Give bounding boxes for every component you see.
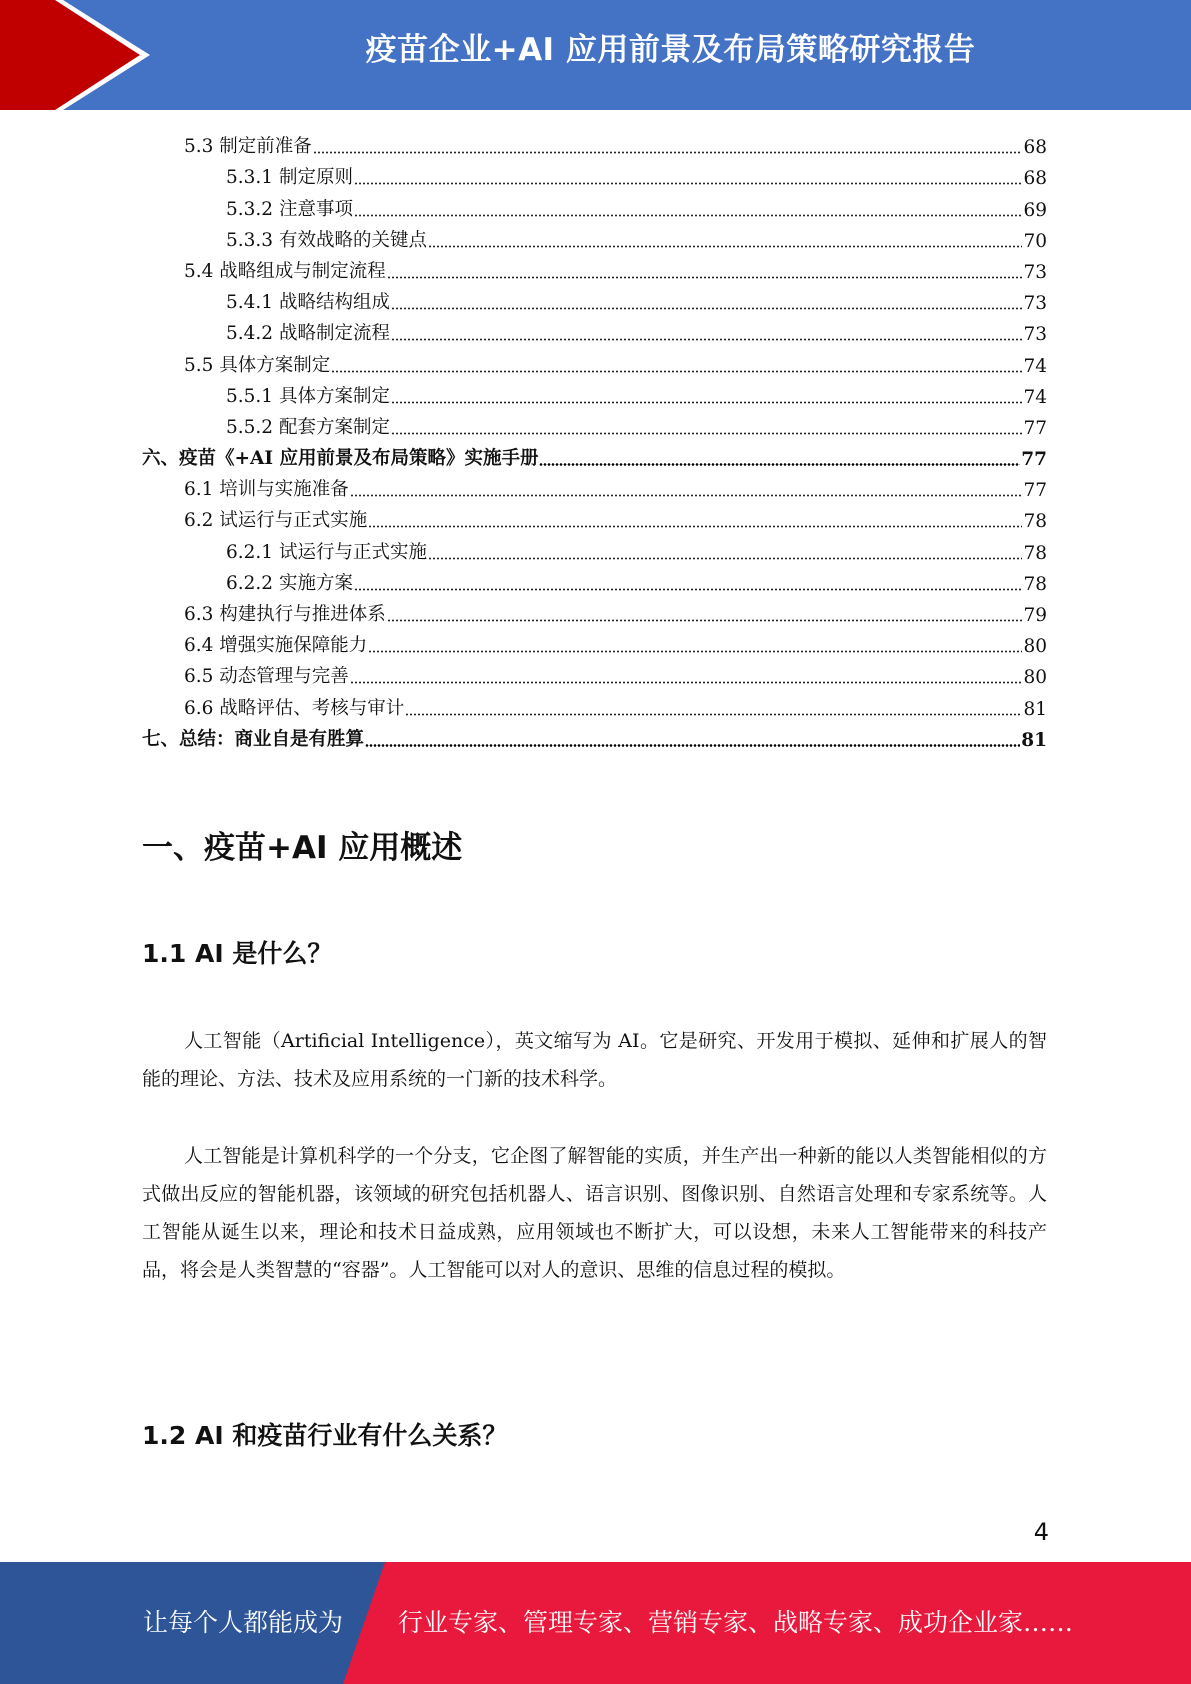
toc-entry[interactable]: [142, 127, 1047, 158]
footer-slogan-left: 让每个人都能成为: [143, 1608, 344, 1637]
table-of-contents: [142, 127, 1047, 751]
toc-entry-label: 5.4 战略组成与制定流程: [184, 260, 386, 282]
toc-leader-dots: [387, 276, 1023, 279]
toc-entry-page: 74: [1023, 386, 1047, 408]
paragraph-2: 人工智能是计算机科学的一个分支，它企图了解智能的实质，并生产出一种新的能以人类智能相似的方式做出反应的智能机器，该领域的研究包括机器人、语言识别、图像识别、自然语言处理和专家系统等。人工智能从诞生以来，理论和技术日益成熟，应用领域也不断扩大，可以设想，未来人工智能带来的科技产品，将会是人类智慧的“容器”。人工智能可以对人的意识、思维的信息过程的模拟。: [142, 1145, 1047, 1281]
toc-entry[interactable]: [142, 408, 1047, 439]
toc-entry[interactable]: [142, 720, 1047, 751]
toc-entry[interactable]: [142, 283, 1047, 314]
toc-leader-dots: [405, 713, 1022, 716]
toc-entry-page: 73: [1023, 324, 1047, 346]
toc-entry-page: 79: [1023, 605, 1047, 626]
paragraph-1: 人工智能（Artificial Intelligence），英文缩写为 AI。它是研究、开发用于模拟、延伸和扩展人的智能的理论、方法、技术及应用系统的一门新的技术科学。: [142, 1030, 1047, 1090]
toc-entry[interactable]: [142, 158, 1047, 189]
toc-entry[interactable]: [142, 189, 1047, 220]
toc-entry-label: 七、总结：商业自是有胜算: [142, 728, 365, 750]
toc-leader-dots: [368, 650, 1022, 653]
toc-entry-label: 5.3 制定前准备: [184, 136, 312, 158]
toc-entry[interactable]: [142, 314, 1047, 345]
toc-entry[interactable]: [142, 377, 1047, 408]
page-footer: [0, 1562, 1191, 1684]
toc-leader-dots: [365, 744, 1020, 747]
toc-entry-page: 77: [1023, 480, 1047, 502]
toc-entry-page: 73: [1023, 293, 1047, 315]
toc-entry-label: 六、疫苗《+AI 应用前景及布局策略》实施手册: [142, 448, 539, 470]
toc-entry-page: 80: [1023, 667, 1047, 689]
toc-leader-dots: [331, 370, 1022, 373]
toc-entry-label: 6.1 培训与实施准备: [184, 479, 349, 501]
toc-entry[interactable]: [142, 221, 1047, 252]
toc-entry[interactable]: [142, 439, 1047, 470]
toc-leader-dots: [354, 214, 1023, 217]
toc-entry-page: 78: [1023, 542, 1047, 564]
toc-entry-label: 5.5 具体方案制定: [184, 354, 331, 376]
toc-entry-page: 77: [1023, 417, 1047, 439]
toc-leader-dots: [391, 307, 1022, 310]
header-title: 疫苗企业+AI 应用前景及布局策略研究报告: [365, 32, 976, 68]
toc-entry-label: 5.5.2 配套方案制定: [226, 416, 390, 438]
toc-entry[interactable]: [142, 532, 1047, 563]
toc-entry-label: 6.5 动态管理与完善: [184, 666, 349, 688]
toc-leader-dots: [350, 494, 1023, 497]
toc-entry-label: 6.4 增强实施保障能力: [184, 635, 368, 657]
subsection-title-1-1: 1.1 AI 是什么？: [142, 939, 333, 968]
toc-leader-dots: [391, 432, 1022, 435]
toc-entry-label: 6.2.2 实施方案: [226, 572, 353, 594]
toc-leader-dots: [387, 619, 1023, 622]
footer-slogan-right: 行业专家、管理专家、营销专家、战略专家、成功企业家……: [398, 1608, 1074, 1637]
toc-entry[interactable]: [142, 345, 1047, 376]
toc-leader-dots: [354, 588, 1023, 591]
toc-entry-page: 81: [1021, 729, 1047, 751]
toc-leader-dots: [391, 401, 1022, 404]
page-header: [0, 0, 1191, 110]
toc-entry-label: 6.3 构建执行与推进体系: [184, 604, 386, 625]
toc-entry-page: 69: [1023, 199, 1047, 221]
toc-leader-dots: [391, 338, 1022, 341]
section-title: 一、疫苗+AI 应用概述: [142, 830, 463, 866]
subsection-title-1-2: 1.2 AI 和疫苗行业有什么关系？: [142, 1421, 508, 1450]
toc-entry-page: 74: [1023, 355, 1047, 377]
toc-entry[interactable]: [142, 688, 1047, 719]
toc-leader-dots: [428, 245, 1022, 248]
page-number: 4: [1033, 1518, 1049, 1546]
toc-leader-dots: [428, 557, 1022, 560]
toc-entry[interactable]: [142, 595, 1047, 626]
toc-entry-page: 68: [1023, 137, 1047, 159]
toc-entry-label: 6.2.1 试运行与正式实施: [226, 541, 427, 563]
toc-entry[interactable]: [142, 252, 1047, 283]
toc-entry-label: 6.6 战略评估、考核与审计: [184, 697, 405, 719]
toc-entry-label: 5.5.1 具体方案制定: [226, 385, 390, 407]
toc-entry-page: 73: [1023, 261, 1047, 283]
toc-entry-page: 70: [1023, 230, 1047, 252]
toc-entry-label: 5.3.1 制定原则: [226, 167, 353, 189]
toc-entry-page: 78: [1023, 511, 1047, 533]
toc-entry[interactable]: [142, 564, 1047, 595]
toc-leader-dots: [313, 151, 1023, 154]
toc-entry-page: 80: [1023, 636, 1047, 658]
toc-entry[interactable]: [142, 501, 1047, 532]
toc-leader-dots: [539, 463, 1020, 466]
toc-entry-page: 81: [1023, 698, 1047, 720]
toc-leader-dots: [354, 182, 1023, 185]
toc-entry-label: 5.4.2 战略制定流程: [226, 323, 390, 345]
header-chevron-icon: [0, 0, 150, 110]
toc-entry-label: 6.2 试运行与正式实施: [184, 510, 368, 532]
toc-entry-page: 78: [1023, 573, 1047, 595]
toc-entry-label: 5.4.1 战略结构组成: [226, 292, 390, 314]
toc-entry-label: 5.3.2 注意事项: [226, 198, 353, 220]
toc-entry[interactable]: [142, 657, 1047, 688]
toc-leader-dots: [368, 525, 1022, 528]
toc-entry[interactable]: [142, 470, 1047, 501]
toc-entry-page: 77: [1021, 449, 1047, 471]
toc-leader-dots: [350, 681, 1023, 684]
toc-entry[interactable]: [142, 626, 1047, 657]
toc-entry-label: 5.3.3 有效战略的关键点: [226, 229, 427, 251]
toc-entry-page: 68: [1023, 168, 1047, 190]
